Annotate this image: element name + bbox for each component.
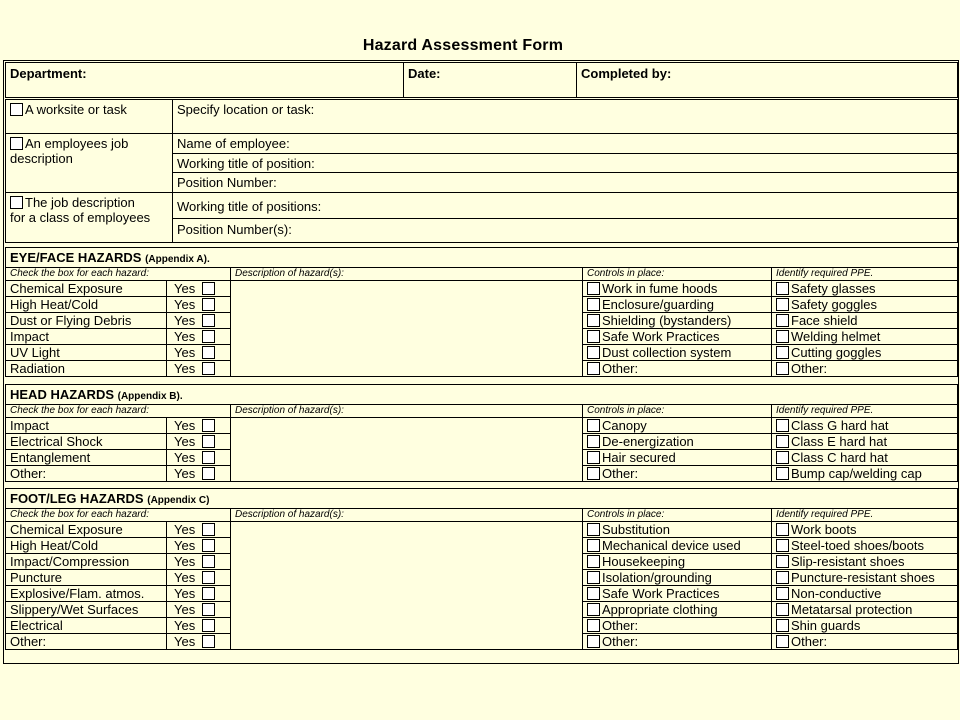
hazard-yes-checkbox[interactable] [202, 362, 215, 375]
control-option [583, 345, 772, 361]
hazard-yes-cell [167, 450, 231, 466]
yes-label: Yes [174, 538, 196, 553]
control-checkbox[interactable] [587, 362, 600, 375]
yes-label: Yes [174, 466, 196, 481]
hazard-yes-checkbox[interactable] [202, 435, 215, 448]
yes-label: Yes [174, 345, 196, 360]
column-header-controls: Controls in place: [583, 405, 772, 418]
hazard-name: Puncture [6, 570, 167, 586]
ppe-label: Work boots [791, 522, 857, 537]
yes-label: Yes [174, 586, 196, 601]
ppe-label: Non-conductive [791, 586, 882, 601]
control-option [583, 466, 772, 482]
control-option [583, 281, 772, 297]
working-titles-field[interactable]: Working title of positions: [173, 193, 958, 219]
worksite-checkbox[interactable] [10, 103, 23, 116]
control-checkbox[interactable] [587, 539, 600, 552]
hazard-yes-checkbox[interactable] [202, 539, 215, 552]
hazard-yes-checkbox[interactable] [202, 330, 215, 343]
hazard-yes-cell [167, 554, 231, 570]
section-title [6, 248, 958, 268]
hazard-yes-cell [167, 634, 231, 650]
hazard-name: Other: [6, 634, 167, 650]
hazard-name: Chemical Exposure [6, 522, 167, 538]
ppe-label: Welding helmet [791, 329, 881, 344]
employee-checkbox[interactable] [10, 137, 23, 150]
section-title [6, 385, 958, 405]
hazard-yes-checkbox[interactable] [202, 282, 215, 295]
completed-by-field[interactable]: Completed by: [577, 63, 958, 98]
hazard-name: Other: [6, 466, 167, 482]
column-header-description: Description of hazard(s): [231, 405, 583, 418]
ppe-checkbox[interactable] [776, 587, 789, 600]
ppe-checkbox[interactable] [776, 555, 789, 568]
hazard-yes-cell [167, 418, 231, 434]
control-label: Shielding (bystanders) [602, 313, 732, 328]
control-label: Other: [602, 361, 639, 376]
hazard-yes-checkbox[interactable] [202, 555, 215, 568]
control-option [583, 418, 772, 434]
ppe-checkbox[interactable] [776, 435, 789, 448]
yes-label: Yes [174, 570, 196, 585]
control-option [583, 297, 772, 313]
hazard-name: Explosive/Flam. atmos. [6, 586, 167, 602]
hazard-yes-checkbox[interactable] [202, 523, 215, 536]
column-header-controls: Controls in place: [583, 509, 772, 522]
position-numbers-field[interactable]: Position Number(s): [173, 219, 958, 243]
scope-worksite [6, 100, 173, 134]
ppe-option [772, 450, 958, 466]
ppe-label: Cutting goggles [791, 345, 882, 360]
control-checkbox[interactable] [587, 314, 600, 327]
ppe-label: Bump cap/welding cap [791, 466, 922, 481]
hazard-yes-cell [167, 281, 231, 297]
control-option [583, 586, 772, 602]
ppe-option [772, 418, 958, 434]
hazard-section-table [5, 384, 958, 482]
location-field[interactable]: Specify location or task: [173, 100, 958, 134]
control-option [583, 602, 772, 618]
control-label: Work in fume hoods [602, 281, 718, 296]
hazard-name: High Heat/Cold [6, 297, 167, 313]
yes-label: Yes [174, 602, 196, 617]
section-appendix: (Appendix A). [145, 254, 210, 265]
hazard-yes-checkbox[interactable] [202, 587, 215, 600]
ppe-label: Slip-resistant shoes [791, 554, 905, 569]
control-checkbox[interactable] [587, 330, 600, 343]
ppe-label: Class E hard hat [791, 434, 888, 449]
control-label: Appropriate clothing [602, 602, 718, 617]
yes-label: Yes [174, 281, 196, 296]
hazard-yes-cell [167, 434, 231, 450]
hazard-yes-checkbox[interactable] [202, 603, 215, 616]
hazard-section-table [5, 247, 958, 377]
class-label-line2: for a class of employees [10, 210, 151, 225]
hazard-yes-cell [167, 522, 231, 538]
hazard-name: Entanglement [6, 450, 167, 466]
column-header-controls: Controls in place: [583, 268, 772, 281]
ppe-option [772, 634, 958, 650]
ppe-label: Safety goggles [791, 297, 878, 312]
hazard-section-table [5, 488, 958, 650]
ppe-label: Face shield [791, 313, 858, 328]
section-heading: HEAD HAZARDS [10, 387, 114, 402]
hazard-yes-cell [167, 466, 231, 482]
ppe-option [772, 466, 958, 482]
class-checkbox[interactable] [10, 196, 23, 209]
control-checkbox[interactable] [587, 467, 600, 480]
section-heading: FOOT/LEG HAZARDS [10, 491, 144, 506]
ppe-label: Shin guards [791, 618, 861, 633]
yes-label: Yes [174, 450, 196, 465]
control-checkbox[interactable] [587, 451, 600, 464]
hazard-yes-checkbox[interactable] [202, 635, 215, 648]
ppe-option [772, 538, 958, 554]
hazard-description-field[interactable] [231, 418, 583, 482]
ppe-checkbox[interactable] [776, 362, 789, 375]
column-header-ppe: Identify required PPE. [772, 509, 958, 522]
yes-label: Yes [174, 618, 196, 633]
yes-label: Yes [174, 522, 196, 537]
hazard-name: Dust or Flying Debris [6, 313, 167, 329]
control-checkbox[interactable] [587, 419, 600, 432]
ppe-option [772, 618, 958, 634]
hazard-yes-cell [167, 345, 231, 361]
header-table [5, 62, 958, 98]
ppe-checkbox[interactable] [776, 314, 789, 327]
class-label-line1: The job description [25, 195, 135, 210]
ppe-checkbox[interactable] [776, 298, 789, 311]
hazard-yes-checkbox[interactable] [202, 451, 215, 464]
control-label: Safe Work Practices [602, 329, 720, 344]
hazard-yes-cell [167, 361, 231, 377]
hazard-yes-checkbox[interactable] [202, 298, 215, 311]
hazard-yes-cell [167, 570, 231, 586]
ppe-option [772, 281, 958, 297]
control-checkbox[interactable] [587, 346, 600, 359]
ppe-checkbox[interactable] [776, 419, 789, 432]
control-checkbox[interactable] [587, 435, 600, 448]
ppe-checkbox[interactable] [776, 539, 789, 552]
ppe-option [772, 297, 958, 313]
hazard-row [6, 418, 958, 434]
ppe-option [772, 434, 958, 450]
control-checkbox[interactable] [587, 523, 600, 536]
ppe-label: Class G hard hat [791, 418, 889, 433]
control-checkbox[interactable] [587, 603, 600, 616]
ppe-label: Safety glasses [791, 281, 876, 296]
hazard-yes-cell [167, 618, 231, 634]
column-header-check: Check the box for each hazard: [6, 268, 231, 281]
hazard-yes-cell [167, 586, 231, 602]
section-title [6, 489, 958, 509]
ppe-option [772, 570, 958, 586]
hazard-yes-checkbox[interactable] [202, 346, 215, 359]
control-checkbox[interactable] [587, 555, 600, 568]
hazard-name: Slippery/Wet Surfaces [6, 602, 167, 618]
control-label: De-energization [602, 434, 694, 449]
control-option [583, 329, 772, 345]
ppe-option [772, 522, 958, 538]
scope-table [5, 99, 958, 243]
control-label: Substitution [602, 522, 670, 537]
ppe-label: Class C hard hat [791, 450, 888, 465]
control-option [583, 634, 772, 650]
hazard-row [6, 281, 958, 297]
hazard-name: Electrical Shock [6, 434, 167, 450]
hazard-name: Impact [6, 418, 167, 434]
ppe-checkbox[interactable] [776, 451, 789, 464]
ppe-checkbox[interactable] [776, 523, 789, 536]
control-option [583, 450, 772, 466]
control-option [583, 361, 772, 377]
hazard-yes-cell [167, 538, 231, 554]
ppe-option [772, 345, 958, 361]
hazard-yes-cell [167, 602, 231, 618]
ppe-checkbox[interactable] [776, 346, 789, 359]
column-header-ppe: Identify required PPE. [772, 405, 958, 418]
yes-label: Yes [174, 361, 196, 376]
yes-label: Yes [174, 313, 196, 328]
ppe-label: Other: [791, 634, 828, 649]
ppe-checkbox[interactable] [776, 330, 789, 343]
ppe-option [772, 361, 958, 377]
department-field[interactable]: Department: [6, 63, 404, 98]
control-label: Canopy [602, 418, 647, 433]
control-checkbox[interactable] [587, 571, 600, 584]
ppe-option [772, 586, 958, 602]
control-checkbox[interactable] [587, 298, 600, 311]
hazard-name: Impact/Compression [6, 554, 167, 570]
hazard-name: UV Light [6, 345, 167, 361]
ppe-label: Metatarsal protection [791, 602, 913, 617]
control-checkbox[interactable] [587, 619, 600, 632]
control-checkbox[interactable] [587, 282, 600, 295]
control-label: Enclosure/guarding [602, 297, 715, 312]
control-option [583, 313, 772, 329]
ppe-checkbox[interactable] [776, 635, 789, 648]
form-title: Hazard Assessment Form [362, 37, 564, 54]
ppe-checkbox[interactable] [776, 619, 789, 632]
control-option [583, 618, 772, 634]
hazard-row [6, 522, 958, 538]
ppe-option [772, 329, 958, 345]
ppe-checkbox[interactable] [776, 282, 789, 295]
control-label: Housekeeping [602, 554, 686, 569]
column-header-check: Check the box for each hazard: [6, 405, 231, 418]
hazard-name: High Heat/Cold [6, 538, 167, 554]
section-heading: EYE/FACE HAZARDS [10, 250, 142, 265]
hazard-name: Chemical Exposure [6, 281, 167, 297]
ppe-option [772, 313, 958, 329]
ppe-option [772, 602, 958, 618]
column-header-check: Check the box for each hazard: [6, 509, 231, 522]
employee-label-line2: description [10, 151, 73, 166]
control-option [583, 570, 772, 586]
control-label: Other: [602, 466, 639, 481]
yes-label: Yes [174, 434, 196, 449]
hazard-name: Electrical [6, 618, 167, 634]
ppe-checkbox[interactable] [776, 603, 789, 616]
hazard-yes-cell [167, 313, 231, 329]
ppe-checkbox[interactable] [776, 571, 789, 584]
yes-label: Yes [174, 329, 196, 344]
hazard-description-field[interactable] [231, 522, 583, 650]
ppe-option [772, 554, 958, 570]
control-checkbox[interactable] [587, 587, 600, 600]
hazard-yes-checkbox[interactable] [202, 314, 215, 327]
scope-class [6, 193, 173, 243]
column-header-description: Description of hazard(s): [231, 509, 583, 522]
employee-label-line1: An employees job [25, 136, 129, 151]
control-label: Hair secured [602, 450, 676, 465]
hazard-yes-cell [167, 329, 231, 345]
section-appendix: (Appendix C) [147, 495, 210, 506]
control-option [583, 554, 772, 570]
hazard-yes-cell [167, 297, 231, 313]
control-label: Other: [602, 618, 639, 633]
section-appendix: (Appendix B). [117, 391, 183, 402]
control-label: Other: [602, 634, 639, 649]
control-label: Dust collection system [602, 345, 732, 360]
yes-label: Yes [174, 554, 196, 569]
column-header-ppe: Identify required PPE. [772, 268, 958, 281]
hazard-description-field[interactable] [231, 281, 583, 377]
control-label: Isolation/grounding [602, 570, 712, 585]
ppe-label: Puncture-resistant shoes [791, 570, 935, 585]
control-option [583, 522, 772, 538]
column-header-description: Description of hazard(s): [231, 268, 583, 281]
ppe-checkbox[interactable] [776, 467, 789, 480]
control-checkbox[interactable] [587, 635, 600, 648]
yes-label: Yes [174, 297, 196, 312]
control-option [583, 538, 772, 554]
hazard-yes-checkbox[interactable] [202, 619, 215, 632]
ppe-label: Steel-toed shoes/boots [791, 538, 924, 553]
yes-label: Yes [174, 418, 196, 433]
worksite-label: A worksite or task [25, 102, 127, 117]
hazard-yes-checkbox[interactable] [202, 571, 215, 584]
hazard-name: Impact [6, 329, 167, 345]
yes-label: Yes [174, 634, 196, 649]
scope-employee [6, 134, 173, 193]
hazard-yes-checkbox[interactable] [202, 467, 215, 480]
ppe-label: Other: [791, 361, 828, 376]
control-label: Safe Work Practices [602, 586, 720, 601]
control-option [583, 434, 772, 450]
date-field[interactable]: Date: [404, 63, 577, 98]
control-label: Mechanical device used [602, 538, 741, 553]
working-title-field[interactable]: Working title of position: [173, 154, 958, 173]
hazard-yes-checkbox[interactable] [202, 419, 215, 432]
hazard-name: Radiation [6, 361, 167, 377]
position-number-field[interactable]: Position Number: [173, 173, 958, 193]
employee-name-field[interactable]: Name of employee: [173, 134, 958, 154]
